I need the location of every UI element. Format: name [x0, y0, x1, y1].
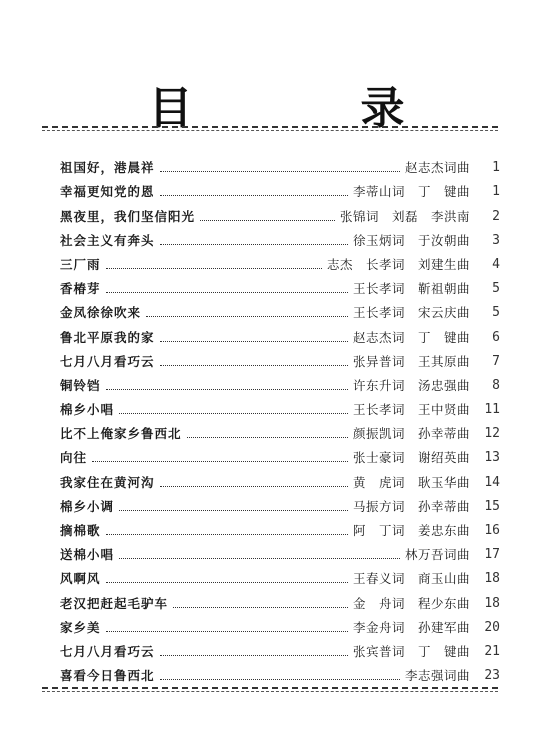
dot-leader [119, 558, 400, 559]
toc-entry[interactable] [60, 273, 500, 297]
song-credits: 张宾普词 丁 键曲 [352, 643, 470, 659]
top-divider-thin [42, 130, 498, 131]
song-title: 铜铃铛 [60, 377, 101, 393]
toc-entry[interactable] [60, 394, 500, 418]
page-number: 13 [484, 450, 500, 466]
song-credits: 张异普词 王其原曲 [352, 353, 470, 369]
dot-leader [106, 268, 322, 269]
dot-leader [160, 244, 348, 245]
song-title: 社会主义有奔头 [60, 232, 155, 248]
toc-entry[interactable] [60, 249, 500, 273]
song-credits: 阿 丁词 姜忠东曲 [352, 523, 470, 538]
song-title: 老汉把赶起毛驴车 [60, 595, 169, 611]
page-number: 11 [484, 402, 500, 418]
page-number: 14 [484, 474, 500, 490]
page-number: 12 [484, 426, 500, 442]
toc-entry[interactable] [60, 539, 500, 563]
dot-leader [106, 582, 348, 583]
page-number: 16 [484, 523, 500, 538]
page-number: 18 [484, 595, 500, 611]
page-number: 5 [492, 281, 500, 297]
song-title: 幸福更知党的恩 [60, 184, 155, 200]
toc-entry[interactable] [60, 200, 500, 224]
song-title: 棉乡小唱 [60, 402, 115, 418]
dot-leader [160, 655, 348, 656]
song-title: 金凤徐徐吹来 [60, 305, 142, 321]
song-credits: 许东升词 汤忠强曲 [352, 377, 470, 393]
song-title: 祖国好，港晨祥 [60, 160, 155, 176]
song-title: 风啊风 [60, 571, 101, 587]
song-credits: 张士豪词 谢绍英曲 [352, 450, 470, 466]
page-number: 18 [484, 571, 500, 587]
toc-entry[interactable] [60, 515, 500, 539]
dot-leader [106, 389, 348, 390]
page-number: 20 [484, 619, 500, 635]
dot-leader [160, 365, 348, 366]
dot-leader [173, 607, 348, 608]
toc-entry[interactable] [60, 418, 500, 442]
song-credits: 王长孝词 王中贤曲 [352, 402, 470, 418]
toc-entry[interactable] [60, 491, 500, 515]
page-number: 2 [492, 208, 500, 224]
song-credits: 王春义词 商玉山曲 [352, 571, 470, 587]
song-credits: 李志强词曲 [404, 668, 470, 684]
toc-entry[interactable] [60, 346, 500, 370]
page-number: 17 [484, 547, 500, 563]
page-number: 1 [492, 160, 500, 176]
song-credits: 王长孝词 宋云庆曲 [352, 305, 470, 321]
dot-leader [160, 679, 400, 680]
dot-leader [160, 341, 348, 342]
song-credits: 李金舟词 孙建军曲 [352, 619, 470, 635]
dot-leader [146, 316, 348, 317]
song-title: 向往 [60, 450, 88, 466]
song-credits: 颜振凯词 孙幸蒂曲 [352, 426, 470, 442]
song-credits: 黄 虎词 耿玉华曲 [352, 474, 470, 490]
dot-leader [92, 461, 348, 462]
song-credits: 赵志杰词曲 [404, 160, 470, 176]
bottom-divider [42, 687, 498, 689]
page-number: 1 [492, 184, 500, 200]
dot-leader [200, 220, 335, 221]
song-credits: 志杰 长孝词 刘建生曲 [326, 256, 470, 272]
toc-entry[interactable] [60, 660, 500, 684]
page-number: 3 [492, 232, 500, 248]
toc-entry[interactable] [60, 225, 500, 249]
page-number: 4 [492, 256, 500, 272]
song-title: 七月八月看巧云 [60, 643, 155, 659]
song-credits: 金 舟词 程少东曲 [352, 595, 470, 611]
song-title: 棉乡小调 [60, 498, 115, 514]
page-number: 6 [492, 329, 500, 345]
song-credits: 赵志杰词 丁 键曲 [352, 329, 470, 345]
dot-leader [106, 631, 348, 632]
bottom-divider-thin [42, 691, 498, 692]
toc-entry[interactable] [60, 370, 500, 394]
page-number: 23 [484, 668, 500, 684]
toc-entry[interactable] [60, 176, 500, 200]
song-title: 摘棉歌 [60, 523, 101, 538]
dot-leader [187, 437, 348, 438]
toc-entry[interactable] [60, 152, 500, 176]
dot-leader [160, 195, 348, 196]
song-title: 黑夜里，我们坚信阳光 [60, 208, 196, 224]
toc-entry[interactable] [60, 442, 500, 466]
dot-leader [160, 486, 348, 487]
page-number: 21 [484, 643, 500, 659]
song-title: 家乡美 [60, 619, 101, 635]
song-credits: 马振方词 孙幸蒂曲 [352, 498, 470, 514]
page-number: 7 [492, 353, 500, 369]
song-title: 七月八月看巧云 [60, 353, 155, 369]
song-credits: 张锦词 刘磊 李洪南 [339, 208, 470, 224]
song-credits: 李蒂山词 丁 键曲 [352, 184, 470, 200]
page-number: 15 [484, 498, 500, 514]
dot-leader [160, 171, 400, 172]
dot-leader [106, 534, 348, 535]
table-of-contents [60, 152, 500, 684]
toc-entry[interactable] [60, 466, 500, 490]
song-credits: 徐玉炳词 于汝朝曲 [352, 232, 470, 248]
toc-entry[interactable] [60, 612, 500, 636]
song-title: 送棉小唱 [60, 547, 115, 563]
toc-entry[interactable] [60, 636, 500, 660]
page-number: 5 [492, 305, 500, 321]
song-title: 我家住在黄河沟 [60, 474, 155, 490]
song-credits: 林万吾词曲 [404, 547, 470, 563]
top-divider [42, 126, 498, 128]
toc-entry[interactable] [60, 563, 500, 587]
page-number: 8 [492, 377, 500, 393]
song-title: 比不上俺家乡鲁西北 [60, 426, 182, 442]
dot-leader [119, 510, 348, 511]
song-title: 香椿芽 [60, 281, 101, 297]
dot-leader [119, 413, 348, 414]
song-title: 三厂雨 [60, 256, 101, 272]
toc-entry[interactable] [60, 297, 500, 321]
dot-leader [106, 292, 348, 293]
song-title: 鲁北平原我的家 [60, 329, 155, 345]
song-title: 喜看今日鲁西北 [60, 668, 155, 684]
song-credits: 王长孝词 靳祖朝曲 [352, 281, 470, 297]
page-title: 目 录 [148, 83, 467, 134]
toc-entry[interactable] [60, 321, 500, 345]
toc-entry[interactable] [60, 587, 500, 611]
